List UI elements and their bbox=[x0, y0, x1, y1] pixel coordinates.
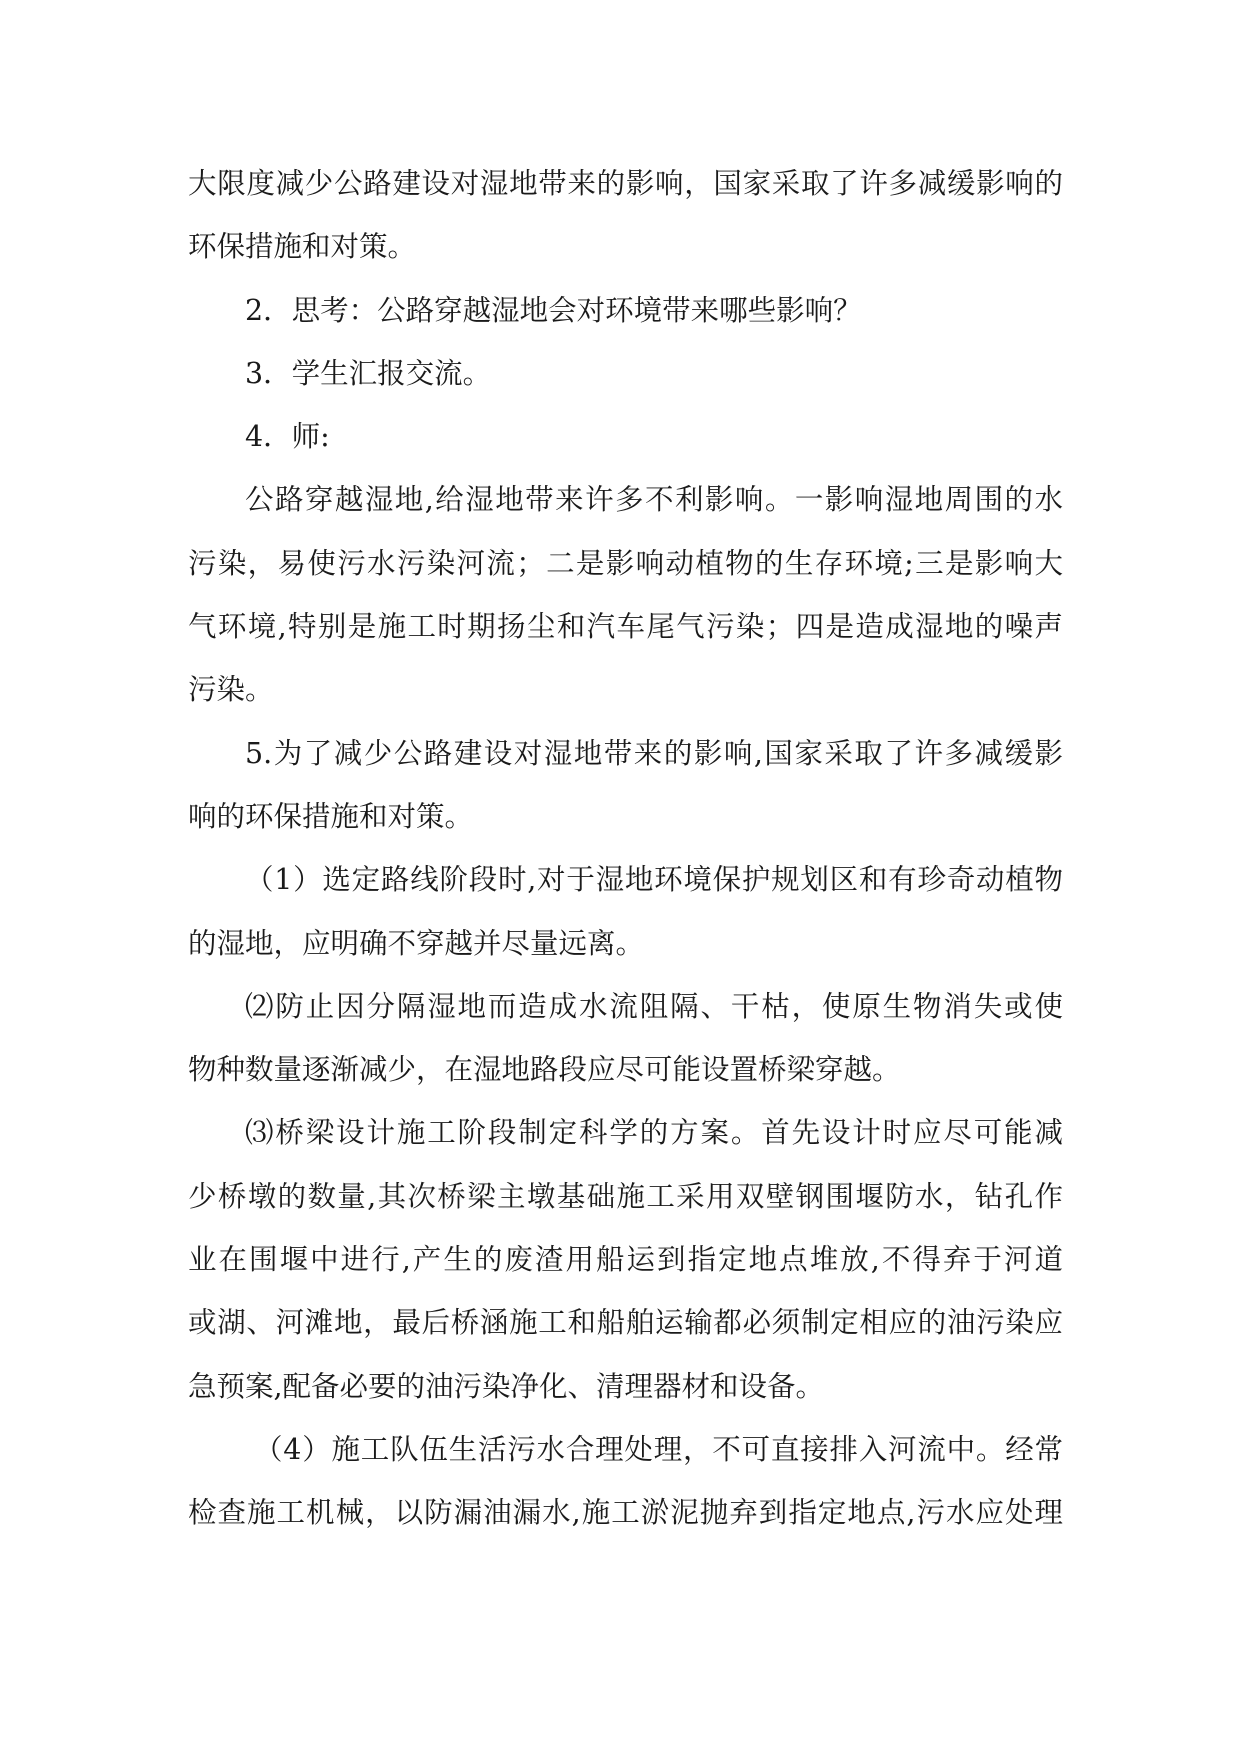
paragraph-line: （1）选定路线阶段时,对于湿地环境保护规划区和有珍奇动植物 bbox=[245, 863, 1063, 897]
document-page bbox=[188, 152, 1063, 1545]
paragraph-line: 检查施工机械，以防漏油漏水,施工淤泥抛弃到指定地点,污水应处理 bbox=[188, 1496, 1063, 1530]
paragraph-line: 或湖、河滩地，最后桥涵施工和船舶运输都必须制定相应的油污染应 bbox=[188, 1306, 1063, 1340]
paragraph-line: 的湿地，应明确不穿越并尽量远离。 bbox=[188, 926, 645, 960]
paragraph-line: 污染。 bbox=[188, 673, 274, 707]
paragraph-line: 污染，易使污水污染河流；二是影响动植物的生存环境;三是影响大 bbox=[188, 546, 1063, 580]
paragraph-line: 环保措施和对策。 bbox=[188, 230, 417, 264]
paragraph-line: 4．师: bbox=[245, 420, 330, 454]
paragraph-line: 业在围堰中进行,产生的废渣用船运到指定地点堆放,不得弃于河道 bbox=[188, 1243, 1063, 1277]
paragraph-line: 公路穿越湿地,给湿地带来许多不利影响。一影响湿地周围的水 bbox=[245, 483, 1063, 517]
paragraph-line: 2．思考：公路穿越湿地会对环境带来哪些影响？ bbox=[245, 293, 862, 327]
paragraph-line: 大限度减少公路建设对湿地带来的影响，国家采取了许多减缓影响的 bbox=[188, 167, 1063, 200]
paragraph-line: 急预案,配备必要的油污染净化、清理器材和设备。 bbox=[188, 1369, 825, 1403]
paragraph-line: 物种数量逐渐减少，在湿地路段应尽可能设置桥梁穿越。 bbox=[188, 1053, 901, 1087]
paragraph-line: 少桥墩的数量,其次桥梁主墩基础施工采用双壁钢围堰防水，钻孔作 bbox=[188, 1179, 1063, 1213]
paragraph-line: ⑵防止因分隔湿地而造成水流阻隔、干枯，使原生物消失或使 bbox=[245, 989, 1063, 1023]
paragraph-line: 5.为了减少公路建设对湿地带来的影响,国家采取了许多减缓影 bbox=[245, 736, 1063, 770]
paragraph-line: ⑶桥梁设计施工阶段制定科学的方案。首先设计时应尽可能减 bbox=[245, 1116, 1063, 1150]
paragraph-line: （4）施工队伍生活污水合理处理，不可直接排入河流中。经常 bbox=[254, 1432, 1063, 1466]
paragraph-line: 响的环保措施和对策。 bbox=[188, 799, 474, 833]
paragraph-line: 气环境,特别是施工时期扬尘和汽车尾气污染；四是造成湿地的噪声 bbox=[188, 610, 1063, 644]
paragraph-line: 3．学生汇报交流。 bbox=[245, 356, 492, 390]
